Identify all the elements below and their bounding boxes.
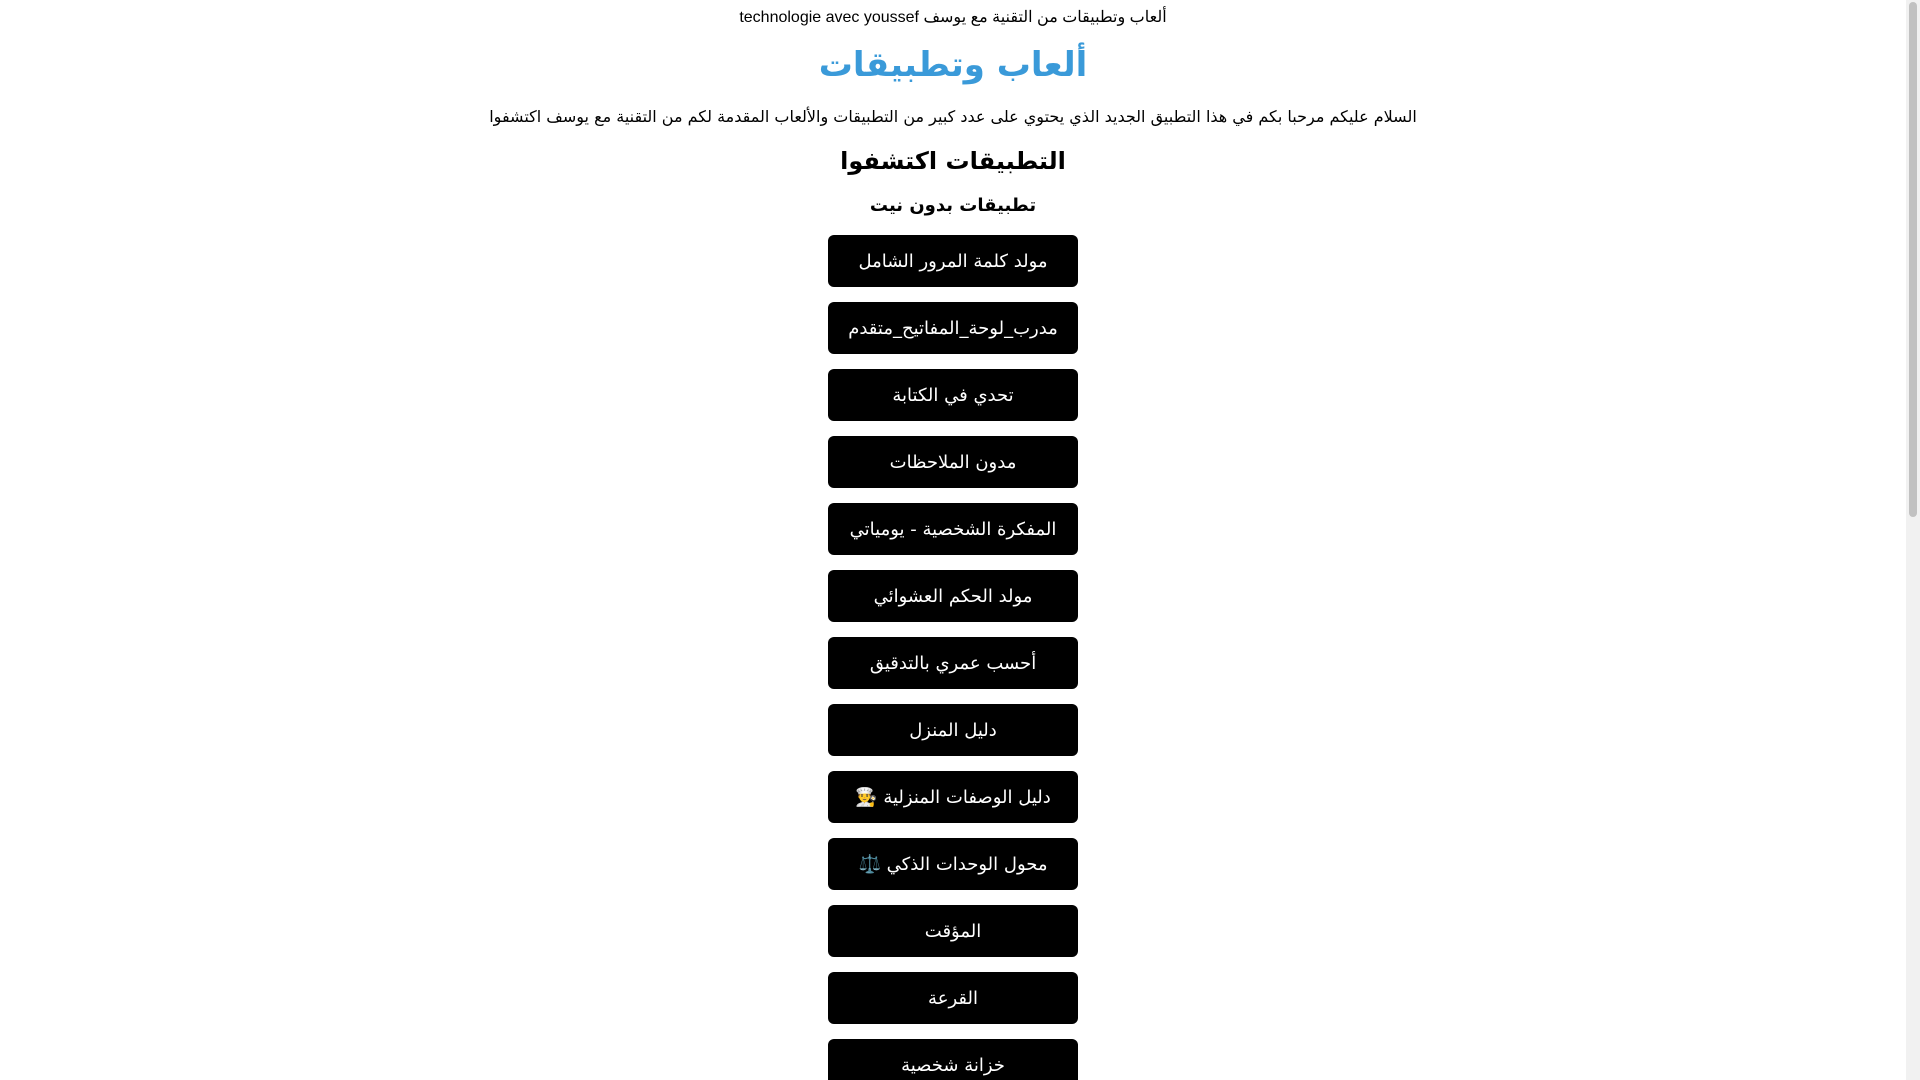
top-title: technologie avec youssef ألعاب وتطبيقات من التقنية مع يوسف bbox=[739, 9, 1167, 26]
app-button-diary[interactable]: المفكرة الشخصية - يومياتي bbox=[828, 503, 1078, 555]
app-button-keyboard-trainer[interactable]: مدرب_لوحة_المفاتيح_متقدم bbox=[828, 302, 1078, 354]
app-button-personal-vault[interactable]: خزانة شخصية bbox=[828, 1039, 1078, 1080]
scrollbar[interactable] bbox=[1906, 0, 1920, 1080]
scrollbar-thumb[interactable] bbox=[1909, 2, 1917, 517]
app-button-draw-lots[interactable]: القرعة bbox=[828, 972, 1078, 1024]
app-button-password-generator[interactable]: مولد كلمة المرور الشامل bbox=[828, 235, 1078, 287]
app-button-notes[interactable]: مدون الملاحظات bbox=[828, 436, 1078, 488]
app-list bbox=[828, 235, 1078, 1080]
app-button-age-calculator[interactable]: أحسب عمري بالتدقيق bbox=[828, 637, 1078, 689]
app-button-recipes-guide[interactable]: دليل الوصفات المنزلية 👨‍🍳 bbox=[828, 771, 1078, 823]
app-button-random-quotes[interactable]: مولد الحكم العشوائي bbox=[828, 570, 1078, 622]
section-title: التطبيقات اكتشفوا bbox=[840, 147, 1066, 175]
sub-title: تطبيقات بدون نيت bbox=[869, 195, 1037, 216]
site-title: ألعاب وتطبيقات bbox=[818, 45, 1088, 85]
welcome-text: السلام عليكم مرحبا بكم في هذا التطبيق الجديد الذي يحتوي على عدد كبير من التطبيقات والألعاب المقدمة لكم من التقنية مع يوسف اكتشفوا bbox=[489, 107, 1417, 126]
app-button-home-guide[interactable]: دليل المنزل bbox=[828, 704, 1078, 756]
app-button-typing-challenge[interactable]: تحدي في الكتابة bbox=[828, 369, 1078, 421]
app-button-timer[interactable]: المؤقت bbox=[828, 905, 1078, 957]
app-button-unit-converter[interactable]: محول الوحدات الذكي ⚖️ bbox=[828, 838, 1078, 890]
